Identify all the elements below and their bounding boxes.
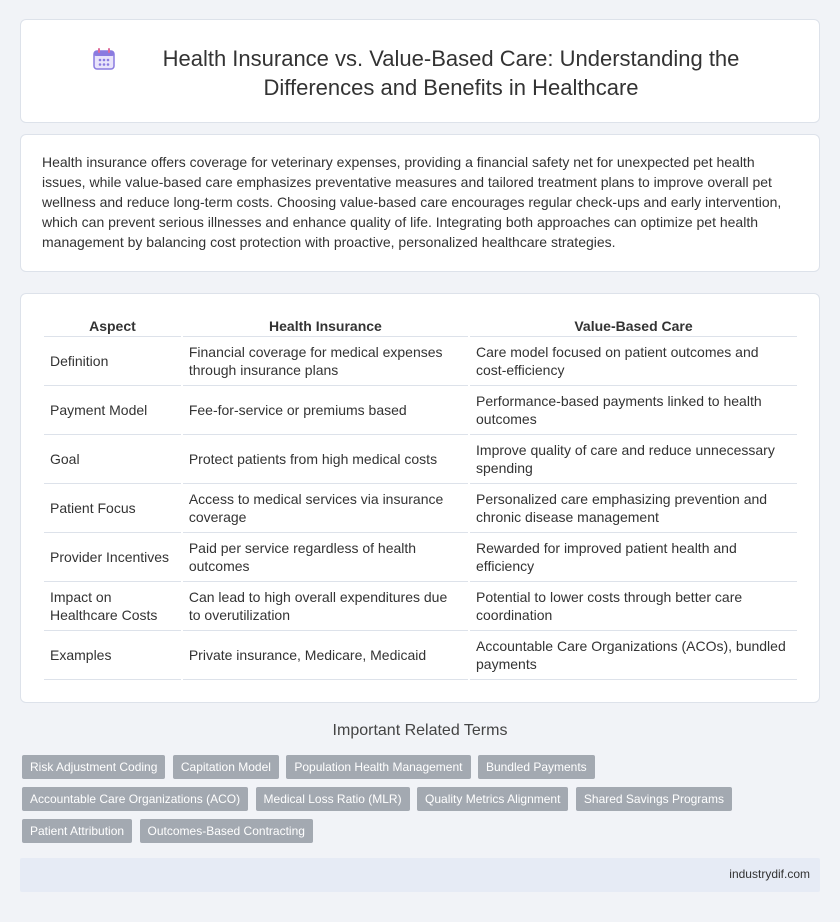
row-aspect: Payment Model: [44, 386, 181, 435]
intro-card: [20, 134, 820, 272]
row-health-insurance: Protect patients from high medical costs: [183, 435, 468, 484]
intro-paragraph: Health insurance offers coverage for veterinary expenses, providing a financial safety net for unexpected pet health issues, while value-based care emphasizes preventative measures and tailored treatment plans to improve overall pet wellness and reduce long-term costs. Choosing value-based care encourages regular check-ups and early intervention, which can prevent serious illnesses and enhance quality of life. Integrating both approaches can optimize pet health management by balancing cost protection with proactive, personalized healthcare strategies.: [42, 154, 782, 250]
related-term-tag[interactable]: Shared Savings Programs: [576, 787, 732, 811]
row-health-insurance: Paid per service regardless of health outcomes: [183, 533, 468, 582]
row-value-based-care: Accountable Care Organizations (ACOs), bundled payments: [470, 631, 797, 680]
row-value-based-care: Performance-based payments linked to health outcomes: [470, 386, 797, 435]
row-health-insurance: Financial coverage for medical expenses through insurance plans: [183, 337, 468, 386]
comparison-card: [20, 293, 820, 703]
related-term-tag[interactable]: Risk Adjustment Coding: [22, 755, 165, 779]
table-row: [44, 631, 797, 680]
page-title: Health Insurance vs. Value-Based Care: Understanding the Differences and Benefits in Healthcare: [162, 46, 740, 100]
row-health-insurance: Can lead to high overall expenditures due to overutilization: [183, 582, 468, 631]
footer: [20, 858, 820, 892]
related-term-tag[interactable]: Medical Loss Ratio (MLR): [256, 787, 410, 811]
comparison-table: [42, 316, 799, 680]
table-row: [44, 386, 797, 435]
row-aspect: Impact on Healthcare Costs: [44, 582, 181, 631]
row-value-based-care: Potential to lower costs through better care coordination: [470, 582, 797, 631]
row-aspect: Patient Focus: [44, 484, 181, 533]
row-value-based-care: Rewarded for improved patient health and efficiency: [470, 533, 797, 582]
row-health-insurance: Access to medical services via insurance coverage: [183, 484, 468, 533]
header-health-insurance: Health Insurance: [183, 316, 468, 337]
row-value-based-care: Personalized care emphasizing prevention and chronic disease management: [470, 484, 797, 533]
header-aspect: Aspect: [44, 316, 181, 337]
related-term-tag[interactable]: Quality Metrics Alignment: [417, 787, 568, 811]
row-health-insurance: Private insurance, Medicare, Medicaid: [183, 631, 468, 680]
table-row: [44, 533, 797, 582]
row-aspect: Definition: [44, 337, 181, 386]
row-health-insurance: Fee-for-service or premiums based: [183, 386, 468, 435]
header-value-based-care: Value-Based Care: [470, 316, 797, 337]
related-term-tag[interactable]: Bundled Payments: [478, 755, 595, 779]
row-value-based-care: Care model focused on patient outcomes and cost-efficiency: [470, 337, 797, 386]
row-aspect: Examples: [44, 631, 181, 680]
related-term-tag[interactable]: Accountable Care Organizations (ACO): [22, 787, 248, 811]
row-value-based-care: Improve quality of care and reduce unnecessary spending: [470, 435, 797, 484]
table-row: [44, 435, 797, 484]
related-term-tag[interactable]: Patient Attribution: [22, 819, 132, 843]
related-term-tag[interactable]: Population Health Management: [286, 755, 470, 779]
related-terms-title: Important Related Terms: [332, 722, 508, 739]
row-aspect: Goal: [44, 435, 181, 484]
related-terms-list: [22, 755, 818, 851]
row-aspect: Provider Incentives: [44, 533, 181, 582]
table-row: [44, 484, 797, 533]
table-row: [44, 337, 797, 386]
table-header-row: [44, 316, 797, 337]
footer-site-link[interactable]: industrydif.com: [729, 867, 810, 881]
related-term-tag[interactable]: Outcomes-Based Contracting: [140, 819, 313, 843]
table-row: [44, 582, 797, 631]
title-card: [20, 19, 820, 123]
related-term-tag[interactable]: Capitation Model: [173, 755, 279, 779]
